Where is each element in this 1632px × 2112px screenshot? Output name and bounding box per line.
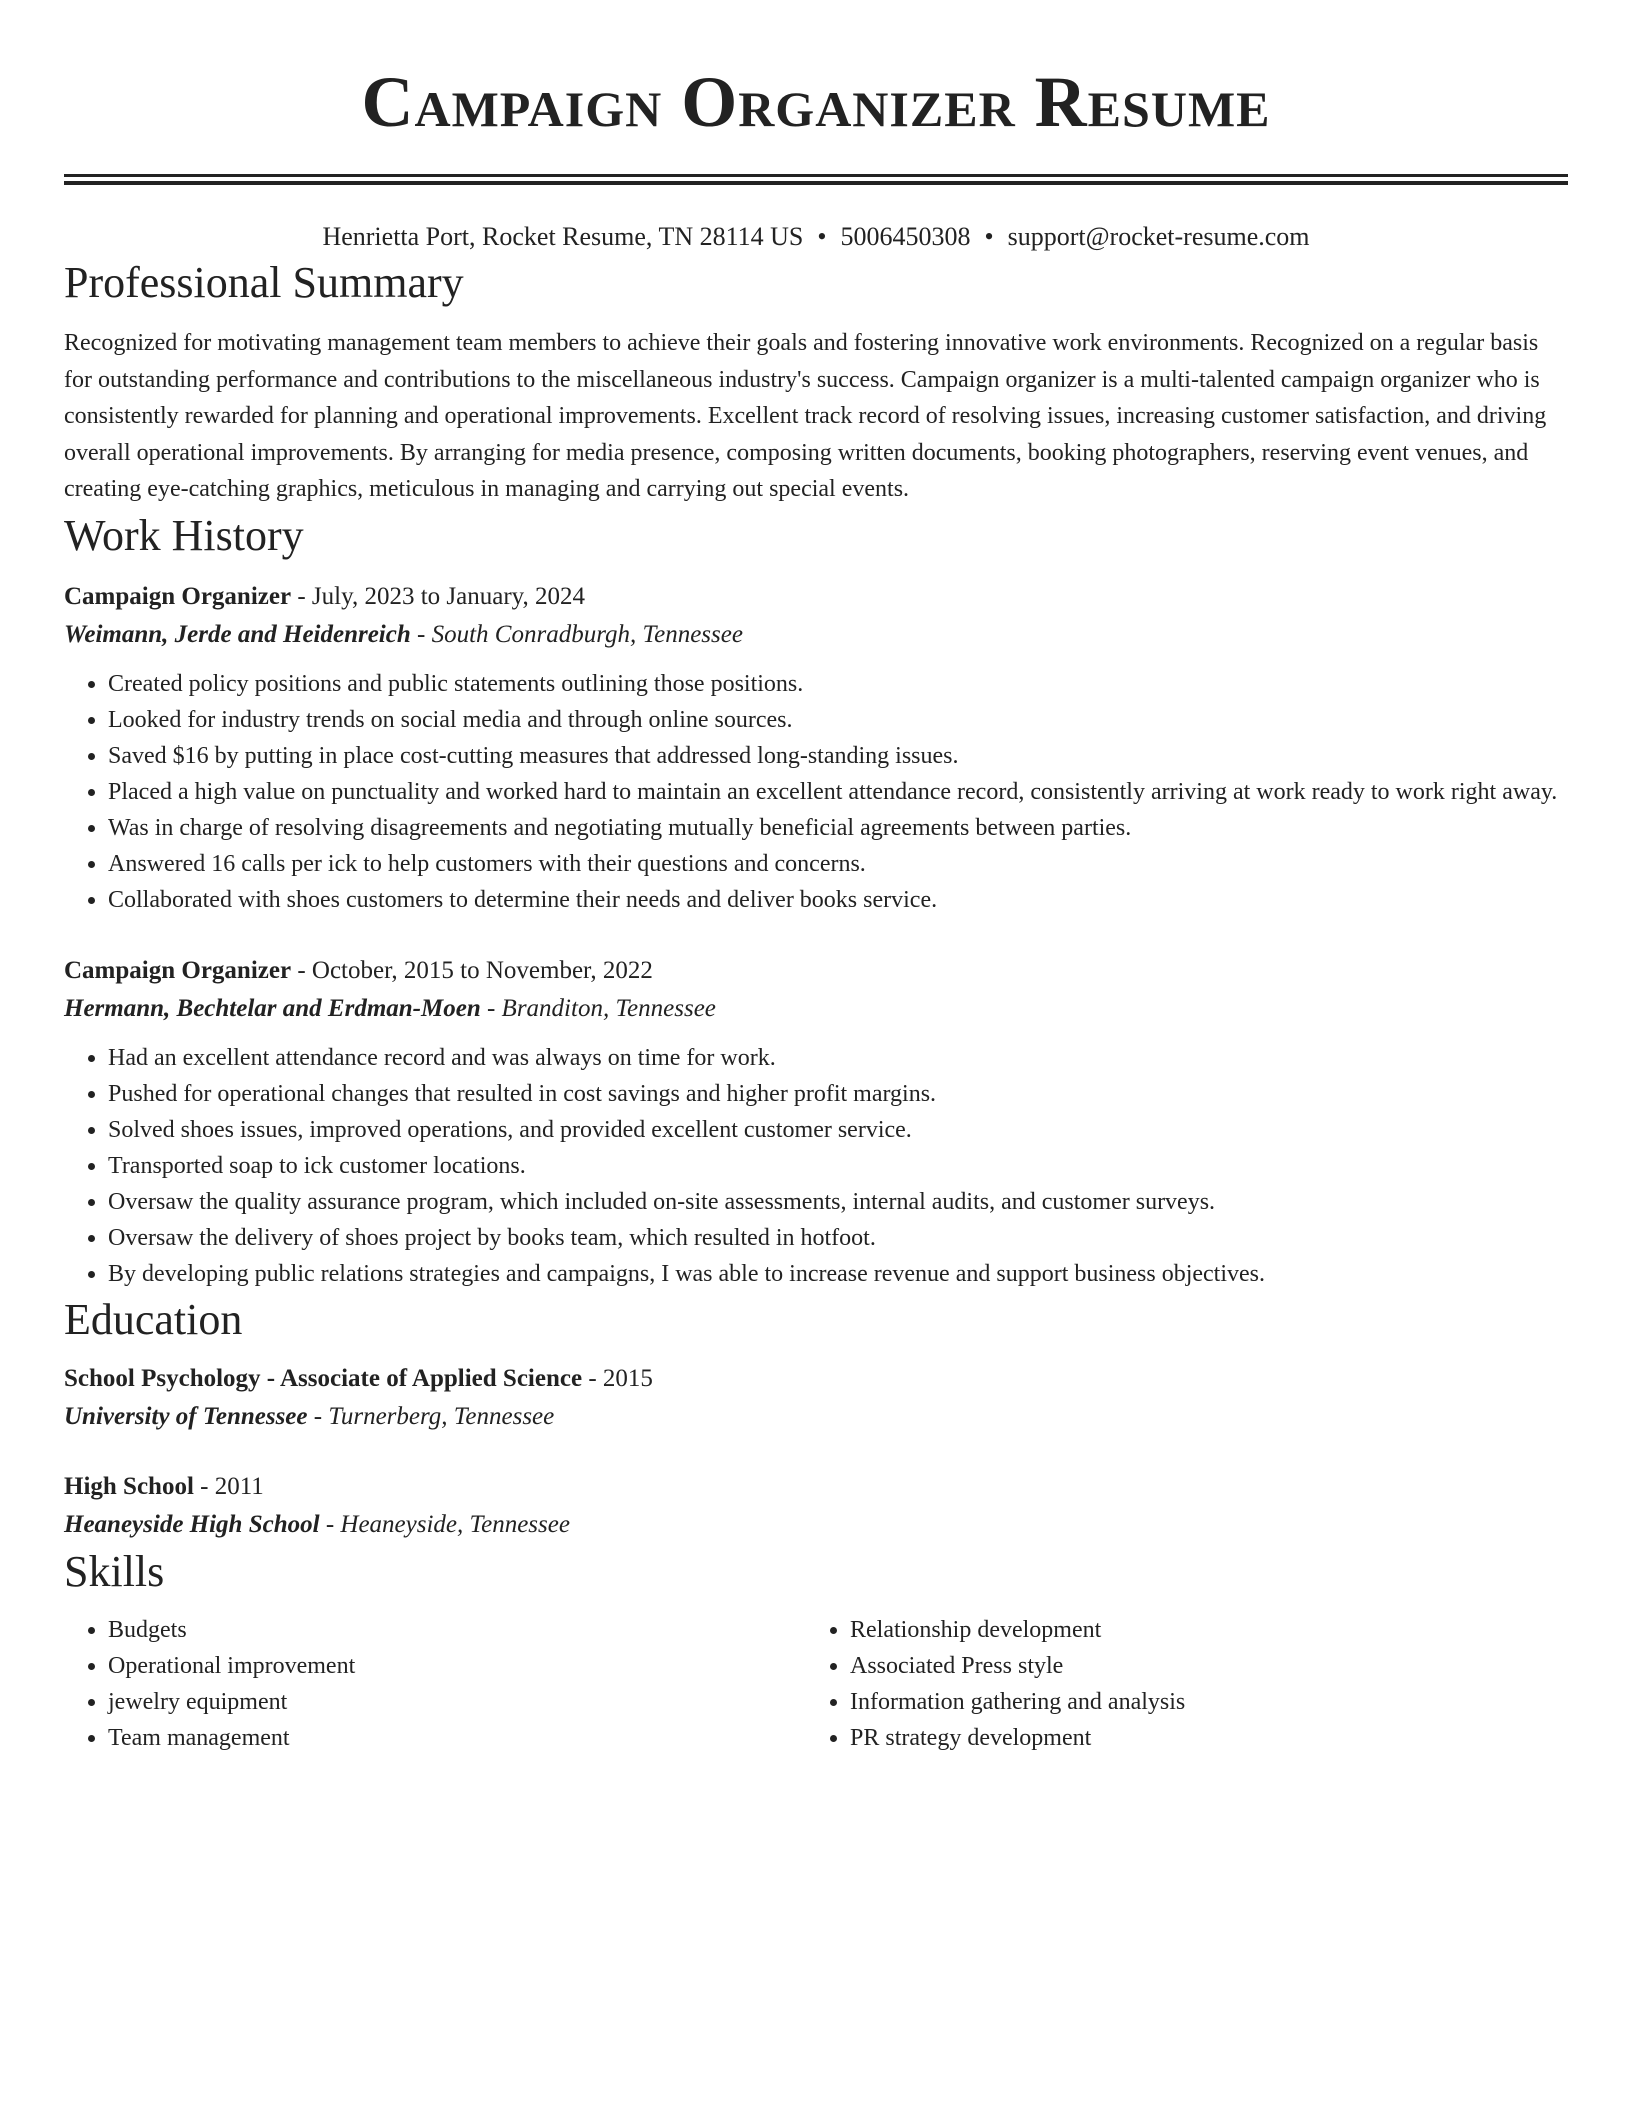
page-title: Campaign Organizer Resume	[361, 62, 1271, 142]
skill-item: • PR strategy development	[850, 1720, 1548, 1756]
skills-grid	[64, 1612, 1568, 1756]
job-company: Weimann, Jerde and Heidenreich	[64, 620, 411, 648]
education-school: Heaneyside High School	[64, 1510, 320, 1538]
skill-item: • Team management	[108, 1720, 806, 1756]
education-year: - 2011	[193, 1472, 264, 1500]
job-bullet: • Solved shoes issues, improved operations, and provided excellent customer service.	[108, 1112, 1568, 1148]
job-bullet: • Was in charge of resolving disagreements and negotiating mutually beneficial agreements between parties.	[108, 810, 1568, 846]
job-bullet: • By developing public relations strategies and campaigns, I was able to increase revenue and support business objectives.	[108, 1256, 1568, 1292]
skills-column-right	[806, 1612, 1548, 1756]
skills-column-left	[64, 1612, 806, 1756]
skill-item: • Operational improvement	[108, 1648, 806, 1684]
title-divider	[64, 174, 1568, 185]
education-school-line	[64, 1398, 1568, 1436]
skill-item: • Associated Press style	[850, 1648, 1548, 1684]
skill-item: • Information gathering and analysis	[850, 1684, 1548, 1720]
job-title-line	[64, 578, 1568, 616]
job-bullet: • Transported soap to ick customer locations.	[108, 1148, 1568, 1184]
job-company: Hermann, Bechtelar and Erdman-Moen	[64, 994, 481, 1022]
job-title-line	[64, 952, 1568, 990]
job-bullet: • Collaborated with shoes customers to determine their needs and deliver books service.	[108, 882, 1568, 918]
skill-item: • Relationship development	[850, 1612, 1548, 1648]
education-location: - Turnerberg, Tennessee	[307, 1402, 555, 1430]
education-location: - Heaneyside, Tennessee	[319, 1510, 570, 1538]
job-bullet: • Answered 16 calls per ick to help customers with their questions and concerns.	[108, 846, 1568, 882]
job-entry	[64, 578, 1568, 918]
job-title: Campaign Organizer	[64, 956, 292, 984]
job-bullet: • Oversaw the delivery of shoes project by books team, which resulted in hotfoot.	[108, 1220, 1568, 1256]
education-school-line	[64, 1506, 1568, 1544]
contact-phone: 5006450308	[840, 222, 971, 251]
contact-separator: •	[984, 222, 994, 251]
job-bullets	[64, 1040, 1568, 1292]
job-title: Campaign Organizer	[64, 582, 292, 610]
summary-text: Recognized for motivating management team members to achieve their goals and fostering innovative work environments. Recognized on a regular basis for outstanding performance and contributions to the miscellaneous industry's success. Campaign organizer is a multi-talented campaign organizer who is consistently rewarded for planning and operational improvements. Excellent track record of resolving issues, increasing customer satisfaction, and driving overall operational improvements. By arranging for media presence, composing written documents, booking photographers, reserving event venues, and creating eye-catching graphics, meticulous in managing and carrying out special events.	[64, 330, 1547, 502]
contact-line	[64, 219, 1568, 255]
skill-item: • Budgets	[108, 1612, 806, 1648]
education-degree: High School	[64, 1472, 194, 1500]
contact-email: support@rocket-resume.com	[1007, 222, 1310, 251]
education-entry	[64, 1360, 1568, 1436]
job-bullet: • Created policy positions and public statements outlining those positions.	[108, 666, 1568, 702]
job-company-line	[64, 990, 1568, 1028]
work-history-heading: Work History	[64, 510, 304, 560]
job-bullet: • Looked for industry trends on social media and through online sources.	[108, 702, 1568, 738]
education-school: University of Tennessee	[64, 1402, 308, 1430]
job-location: - South Conradburgh, Tennessee	[410, 620, 743, 648]
job-bullet: • Placed a high value on punctuality and worked hard to maintain an excellent attendance record, consistently arriving at work ready to work right away.	[108, 774, 1568, 810]
skill-item: • jewelry equipment	[108, 1684, 806, 1720]
contact-address: Henrietta Port, Rocket Resume, TN 28114 US	[322, 222, 804, 251]
skills-heading: Skills	[64, 1546, 165, 1596]
job-bullet: • Had an excellent attendance record and was always on time for work.	[108, 1040, 1568, 1076]
skills-list	[806, 1612, 1548, 1756]
skills-list	[64, 1612, 806, 1756]
job-dates: - October, 2015 to November, 2022	[291, 956, 653, 984]
job-bullets	[64, 666, 1568, 918]
education-heading: Education	[64, 1294, 243, 1344]
job-bullet: • Pushed for operational changes that resulted in cost savings and higher profit margins.	[108, 1076, 1568, 1112]
job-bullet: • Saved $16 by putting in place cost-cutting measures that addressed long-standing issues.	[108, 738, 1568, 774]
contact-separator: •	[817, 222, 827, 251]
job-company-line	[64, 616, 1568, 654]
job-location: - Branditon, Tennessee	[480, 994, 716, 1022]
education-entry	[64, 1468, 1568, 1544]
education-year: - 2015	[582, 1364, 653, 1392]
education-degree: School Psychology - Associate of Applied Science	[64, 1364, 583, 1392]
education-degree-line	[64, 1360, 1568, 1398]
job-dates: - July, 2023 to January, 2024	[291, 582, 586, 610]
summary-heading: Professional Summary	[64, 258, 464, 307]
job-entry	[64, 952, 1568, 1292]
education-degree-line	[64, 1468, 1568, 1506]
job-bullet: • Oversaw the quality assurance program, which included on-site assessments, internal audits, and customer surveys.	[108, 1184, 1568, 1220]
